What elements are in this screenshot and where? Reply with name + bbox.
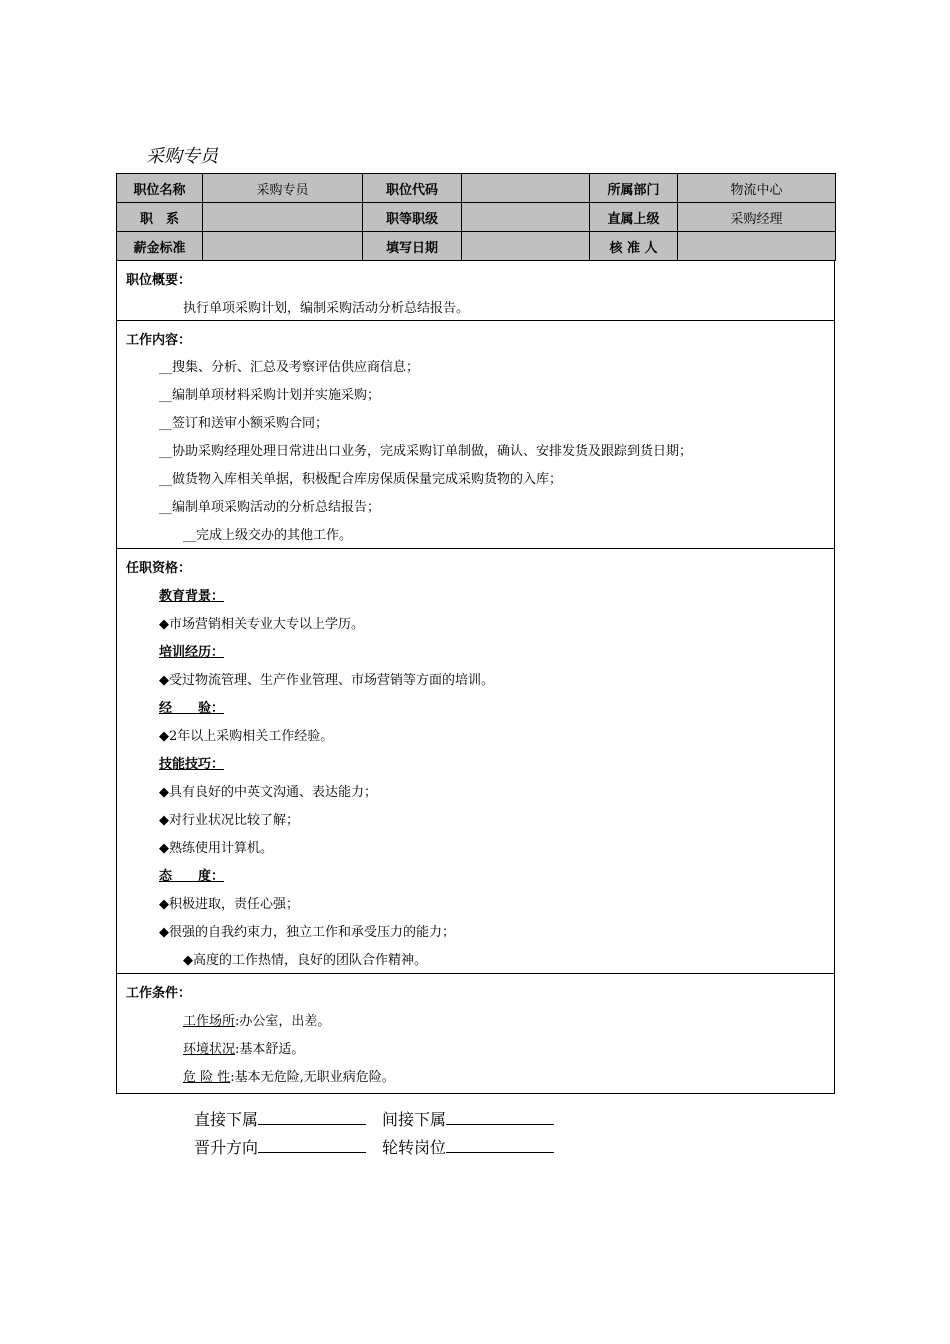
duty-item: __做货物入库相关单据，积极配合库房保质保量完成采购货物的入库；	[159, 472, 563, 487]
summary-text: 执行单项采购计划，编制采购活动分析总结报告。	[183, 301, 470, 316]
duty-item: __协助采购经理处理日常进出口业务，完成采购订单制做，确认、安排发货及跟踪到货日期；	[159, 444, 693, 459]
direct-subordinate-field	[194, 1107, 366, 1130]
indirect-subordinate-blank[interactable]	[446, 1108, 554, 1125]
duties-title: 工作内容：	[126, 333, 192, 348]
promotion-field	[194, 1135, 366, 1158]
label-cell: 职位代码	[363, 174, 462, 203]
header-row	[117, 232, 836, 261]
experience-item: ◆2年以上采购相关工作经验。	[159, 729, 334, 744]
condition-item	[183, 1038, 304, 1057]
direct-subordinate-label: 直接下属	[194, 1110, 259, 1129]
duty-item: __编制单项采购活动的分析总结报告；	[159, 500, 381, 515]
header-table	[116, 173, 836, 261]
label-cell: 职等职级	[363, 203, 462, 232]
duty-item: __搜集、分析、汇总及考察评估供应商信息；	[159, 360, 420, 375]
attitude-item: ◆积极进取，责任心强；	[159, 897, 299, 912]
label-cell: 职位名称	[117, 174, 203, 203]
summary-title: 职位概要：	[126, 273, 192, 288]
direct-subordinate-blank[interactable]	[258, 1108, 366, 1125]
value-cell	[462, 232, 590, 261]
value-cell: 采购专员	[203, 174, 363, 203]
label-cell: 所属部门	[590, 174, 678, 203]
page-title: 采购专员	[146, 146, 218, 167]
skills-item: ◆熟练使用计算机。	[159, 841, 273, 856]
label-cell: 直属上级	[590, 203, 678, 232]
label-cell: 职 系	[117, 203, 203, 232]
condition-value: :办公室，出差。	[235, 1014, 331, 1029]
condition-value: :基本舒适。	[235, 1042, 305, 1057]
training-item: ◆受过物流管理、生产作业管理、市场营销等方面的培训。	[159, 673, 494, 688]
value-cell	[462, 174, 590, 203]
label-cell: 填写日期	[363, 232, 462, 261]
skills-label: 技能技巧：	[159, 757, 225, 772]
value-cell	[203, 232, 363, 261]
attitude-item: ◆很强的自我约束力，独立工作和承受压力的能力；	[159, 925, 455, 940]
skills-item: ◆对行业状况比较了解；	[159, 813, 299, 828]
education-label: 教育背景：	[159, 589, 225, 604]
label-cell: 核 准 人	[590, 232, 678, 261]
duty-item: __编制单项材料采购计划并实施采购；	[159, 388, 381, 403]
value-cell: 采购经理	[678, 203, 836, 232]
value-cell	[462, 203, 590, 232]
indirect-subordinate-label: 间接下属	[382, 1110, 447, 1129]
condition-item	[183, 1010, 330, 1029]
label-cell: 薪金标准	[117, 232, 203, 261]
attitude-item: ◆高度的工作热情，良好的团队合作精神。	[183, 953, 427, 968]
condition-label: 危 险 性	[183, 1070, 231, 1085]
header-row	[117, 203, 836, 232]
promotion-blank[interactable]	[258, 1136, 366, 1153]
rotation-blank[interactable]	[446, 1136, 554, 1153]
value-cell: 物流中心	[678, 174, 836, 203]
training-label: 培训经历：	[159, 645, 225, 660]
rotation-field	[382, 1135, 554, 1158]
duty-item: __签订和送审小额采购合同；	[159, 416, 329, 431]
attitude-label: 态 度：	[159, 869, 225, 884]
education-item: ◆市场营销相关专业大专以上学历。	[159, 617, 364, 632]
promotion-label: 晋升方向	[194, 1138, 259, 1157]
value-cell	[203, 203, 363, 232]
header-row	[117, 174, 836, 203]
condition-item	[183, 1066, 395, 1085]
condition-label: 环境状况	[183, 1042, 236, 1057]
conditions-section	[116, 974, 835, 1094]
duty-item: __完成上级交办的其他工作。	[183, 528, 353, 543]
indirect-subordinate-field	[382, 1107, 554, 1130]
qualifications-title: 任职资格：	[126, 561, 192, 576]
duties-section	[116, 321, 835, 549]
rotation-label: 轮转岗位	[382, 1138, 447, 1157]
value-cell	[678, 232, 836, 261]
skills-item: ◆具有良好的中英文沟通、表达能力；	[159, 785, 377, 800]
condition-label: 工作场所	[183, 1014, 236, 1029]
conditions-title: 工作条件：	[126, 986, 192, 1001]
qualifications-section	[116, 549, 835, 974]
condition-value: :基本无危险,无职业病危险。	[230, 1070, 395, 1085]
experience-label: 经 验：	[159, 701, 225, 716]
summary-section	[116, 261, 835, 321]
